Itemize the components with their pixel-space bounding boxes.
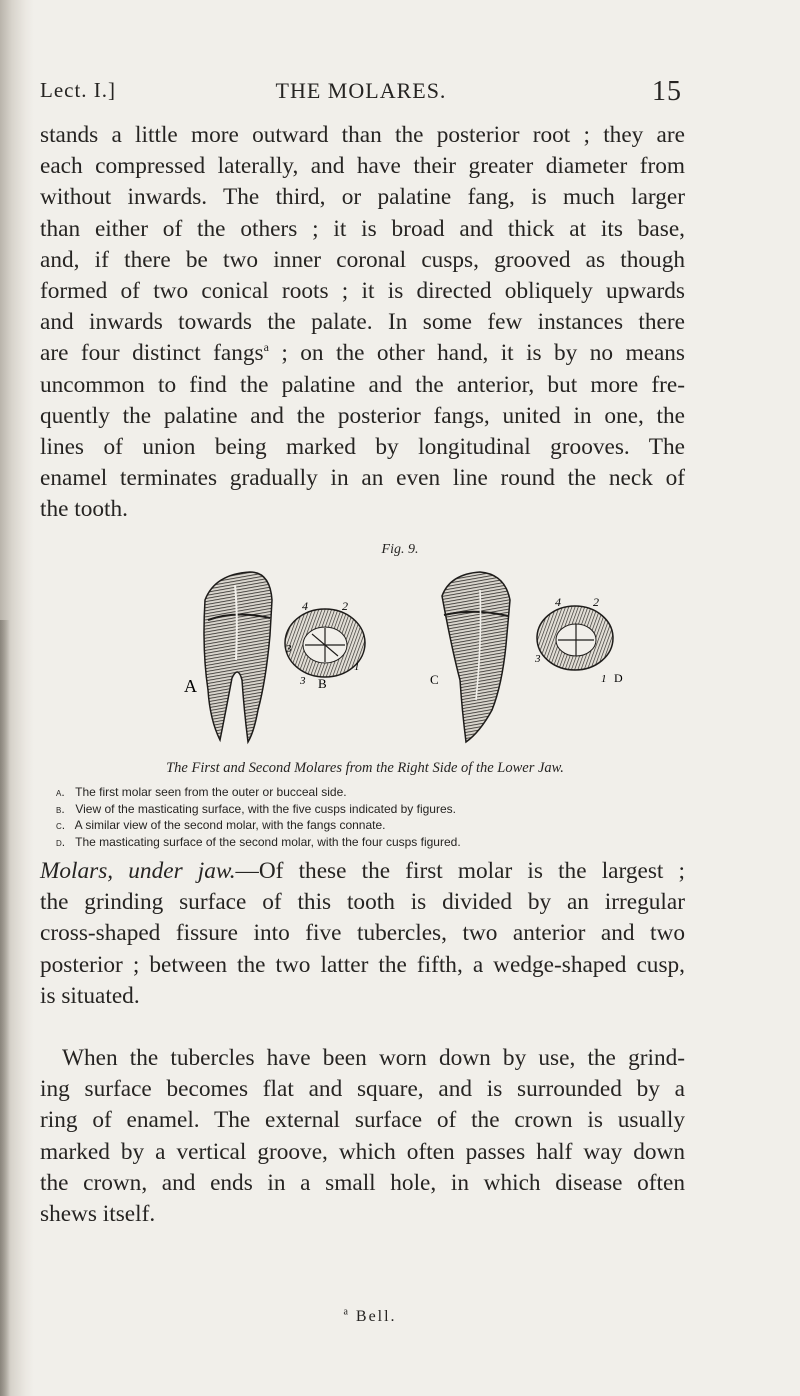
text-line: ing surface becomes flat and square, and is surrounded by a (40, 1076, 685, 1103)
cusp-number: 2 (593, 595, 599, 609)
footnote-text: Bell. (355, 1308, 397, 1325)
running-header (40, 78, 682, 112)
text-line-with-footnote (40, 338, 685, 369)
legend-text: View of the masticating surface, with the five cusps indicated by figures. (75, 801, 456, 816)
text-line: uncommon to find the palatine and the anterior, but more fre- (40, 371, 685, 398)
legend-text: The first molar seen from the outer or bucceal side. (75, 785, 347, 799)
figure-molars (180, 560, 640, 750)
text-line-with-heading (40, 856, 685, 887)
paragraph-worn-tubercles (40, 1043, 685, 1230)
figure-label-b: B (318, 676, 327, 691)
molar-illustration (180, 560, 640, 750)
text-line: each compressed laterally, and have their greater diameter from (40, 153, 685, 180)
text-line: stands a little more outward than the posterior root ; they are (40, 122, 685, 148)
side-heading: Molars, under jaw. (40, 858, 236, 884)
text-line: When the tubercles have been worn down by use, the grind- (62, 1045, 685, 1071)
figure-title: The First and Second Molares from the Right Side of the Lower Jaw. (166, 760, 564, 776)
legend-row (56, 834, 696, 851)
legend-key: b. (56, 801, 65, 816)
text-line: is situated. (40, 982, 140, 1009)
footnote-reference: a (263, 340, 269, 355)
figure-label-d: D (614, 671, 623, 685)
footnote-mark: a (343, 1306, 350, 1318)
cusp-number: 4 (555, 595, 561, 609)
text-line: enamel terminates gradually in an even line round the neck of (40, 465, 685, 492)
tooth-d-drawing (537, 606, 613, 670)
text-line: ring of enamel. The external surface of the crown is usually (40, 1107, 685, 1134)
figure-number: Fig. 9. (381, 542, 419, 557)
text-line: and inwards towards the palate. In some few instances there (40, 309, 685, 336)
legend-row (56, 817, 696, 834)
figure-label-c: C (430, 672, 439, 687)
cusp-number: 4 (302, 599, 308, 613)
cusp-number: 1 (601, 673, 607, 685)
text-line: formed of two conical roots ; it is directed obliquely upwards (40, 278, 685, 305)
text-line: lines of union being marked by longitudinal grooves. The (40, 434, 685, 461)
text-line: the tooth. (40, 496, 129, 523)
legend-row (56, 801, 696, 818)
text-line: than either of the others ; it is broad and thick at its base, (40, 215, 685, 242)
figure-legend (56, 784, 696, 850)
legend-key: c. (56, 818, 66, 832)
legend-key: d. (56, 834, 66, 849)
text-line: without inwards. The third, or palatine fang, is much larger (40, 184, 685, 211)
text-line: and, if there be two inner coronal cusps, grooved as though (40, 246, 685, 273)
paragraph-upper-molars (40, 120, 685, 526)
cusp-number: 3 (300, 675, 306, 687)
paragraph-lower-molars (40, 856, 685, 1012)
figure-label-a: A (184, 676, 197, 696)
tooth-c-drawing (442, 572, 510, 742)
text-line: cross-shaped fissure into five tubercles, two anterior and two (40, 920, 685, 947)
text-line: posterior ; between the two latter the fifth, a wedge-shaped cusp, (40, 951, 685, 978)
page-gutter-shadow (0, 0, 34, 1396)
legend-text: The masticating surface of the second molar, with the four cusps figured. (75, 834, 461, 849)
text-line: the grinding surface of this tooth is divided by an irregular (40, 889, 685, 916)
cusp-number: 1 (354, 661, 360, 673)
text-line: shews itself. (40, 1201, 156, 1228)
text-line: marked by a vertical groove, which often passes half way down (40, 1138, 685, 1165)
cusp-number: 3 (535, 653, 541, 665)
text-line: the crown, and ends in a small hole, in which disease often (40, 1169, 685, 1196)
cusp-number: 2 (342, 599, 348, 613)
tooth-b-drawing (285, 609, 365, 677)
legend-key: a. (56, 785, 65, 799)
text-fragment: ; on the other hand, it is by no means (268, 340, 686, 367)
legend-row (56, 784, 696, 801)
header-title: THE MOLARES. (275, 78, 447, 103)
legend-text: A similar view of the second molar, with the fangs connate. (74, 818, 386, 832)
footnote (0, 1308, 740, 1326)
cusp-number: 3 (286, 643, 292, 655)
tooth-a-drawing (204, 572, 272, 742)
page-number: 15 (652, 76, 682, 107)
text-fragment: —Of these the first molar is the largest ; (235, 858, 685, 884)
header-lecture: Lect. I.] (40, 78, 117, 102)
text-line: quently the palatine and the posterior fangs, united in one, the (40, 402, 685, 429)
text-fragment: are four distinct fangs (40, 340, 264, 367)
